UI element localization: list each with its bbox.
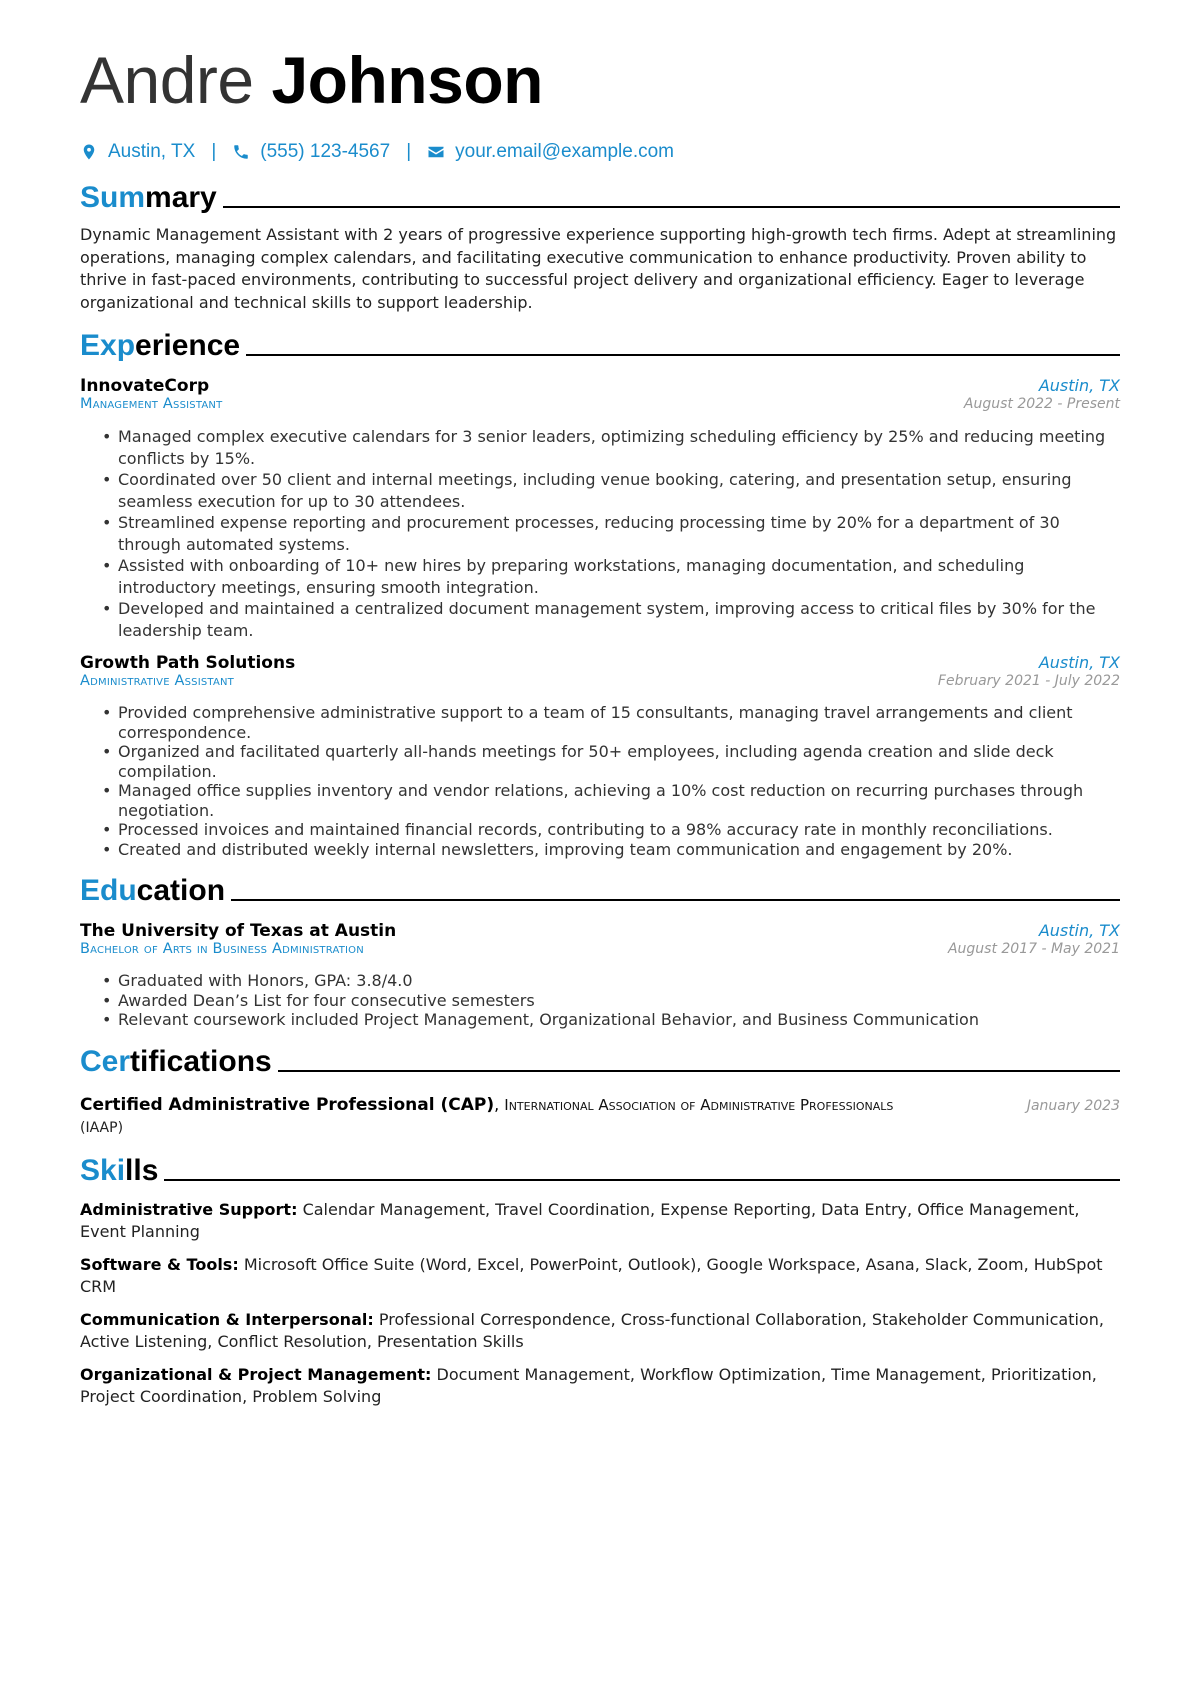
- job-entry: [80, 653, 1120, 859]
- list-item: • Processed invoices and maintained financial records, contributing to a 98% accuracy rate in monthly reconciliations.: [118, 820, 1120, 840]
- skills-section: [80, 1149, 1120, 1409]
- section-title: Experience: [80, 329, 241, 362]
- skill-line: [80, 1254, 1120, 1299]
- education-section: [80, 869, 1120, 1030]
- job-dates: August 2022 - Present: [963, 396, 1120, 412]
- job-entry: [80, 376, 1120, 641]
- list-item: • Managed office supplies inventory and vendor relations, achieving a 10% cost reduction on recurring purchases through negotiation.: [118, 781, 1120, 820]
- job-title: Administrative Assistant: [80, 673, 234, 689]
- experience-section: [80, 324, 1120, 859]
- section-header: [80, 1149, 1120, 1189]
- list-item: • Coordinated over 50 client and internal meetings, including venue booking, catering, and presentation setup, ensuring seamless execution for up to 30 attendees.: [118, 469, 1120, 512]
- job-location: Austin, TX: [1038, 653, 1120, 672]
- last-name: Johnson: [271, 43, 543, 117]
- phone-text[interactable]: (555) 123-4567: [260, 141, 391, 162]
- skill-line: [80, 1199, 1120, 1244]
- school-name: The University of Texas at Austin: [80, 921, 397, 941]
- degree: Bachelor of Arts in Business Administration: [80, 941, 364, 957]
- first-name: Andre: [80, 43, 254, 117]
- skill-text: Professional Correspondence, Cross-functional Collaboration, Stakeholder Communication, Active Listening, Conflict Resolution, Presentation Skills: [80, 1309, 1104, 1351]
- resume-page: [80, 40, 1120, 1409]
- section-header: [80, 176, 1120, 216]
- summary-section: [80, 176, 1120, 314]
- certifications-section: [80, 1040, 1120, 1139]
- list-item: • Relevant coursework included Project Management, Organizational Behavior, and Business Communication: [118, 1010, 1120, 1030]
- contact-separator: |: [406, 141, 412, 162]
- job-bullets: [80, 703, 1120, 859]
- section-rule: [246, 354, 1120, 356]
- summary-text: Dynamic Management Assistant with 2 years of progressive experience supporting high-growth tech firms. Adept at streamlining operations, managing complex calendars, and facilitating executive communication to enhance productivity. Proven ability to thrive in fast-paced environments, contributing to successful project delivery and organizational efficiency. Eager to leverage organizational and technical skills to support leadership.: [80, 225, 1117, 312]
- list-item: • Graduated with Honors, GPA: 3.8/4.0: [118, 971, 1120, 991]
- education-entry: [80, 921, 1120, 1030]
- list-item: • Awarded Dean’s List for four consecutive semesters: [118, 991, 1120, 1011]
- job-dates: February 2021 - July 2022: [937, 673, 1120, 689]
- location-text: Austin, TX: [108, 141, 196, 162]
- section-rule: [231, 899, 1120, 901]
- certification-entry: [80, 1094, 1120, 1139]
- section-title: Skills: [80, 1153, 159, 1187]
- skill-line: [80, 1364, 1120, 1409]
- envelope-icon: [427, 143, 445, 161]
- job-location: Austin, TX: [1038, 376, 1120, 395]
- contact-separator: |: [211, 141, 217, 162]
- certification-abbr: (IAAP): [80, 1119, 124, 1136]
- certification-org: International Association of Administrative Professionals: [504, 1095, 894, 1114]
- phone-icon: [232, 143, 250, 161]
- company-name: Growth Path Solutions: [80, 653, 296, 673]
- skill-text: Calendar Management, Travel Coordination, Expense Reporting, Data Entry, Office Management, Event Planning: [80, 1199, 1080, 1241]
- company-name: InnovateCorp: [80, 376, 210, 396]
- list-item: • Organized and facilitated quarterly all-hands meetings for 50+ employees, including agenda creation and slide deck compilation.: [118, 742, 1120, 781]
- skill-label: Administrative Support:: [80, 1199, 298, 1219]
- skill-label: Communication & Interpersonal:: [80, 1309, 374, 1329]
- skill-label: Software & Tools:: [80, 1254, 239, 1274]
- education-bullets: [80, 971, 1120, 1030]
- section-header: [80, 324, 1120, 364]
- skill-text: Microsoft Office Suite (Word, Excel, PowerPoint, Outlook), Google Workspace, Asana, Slack, Zoom, HubSpot CRM: [80, 1254, 1103, 1296]
- list-item: • Developed and maintained a centralized document management system, improving access to critical files by 30% for the leadership team.: [118, 598, 1120, 641]
- certification-comma: ,: [494, 1094, 500, 1114]
- section-rule: [223, 206, 1120, 208]
- list-item: • Assisted with onboarding of 10+ new hires by preparing workstations, managing documentation, and scheduling introductory meetings, ensuring smooth integration.: [118, 555, 1120, 598]
- list-item: • Provided comprehensive administrative support to a team of 15 consultants, managing travel arrangements and client correspondence.: [118, 703, 1120, 742]
- certification-name: Certified Administrative Professional (CAP): [80, 1094, 495, 1115]
- section-rule: [164, 1179, 1120, 1181]
- education-dates: August 2017 - May 2021: [947, 941, 1120, 957]
- contact-phone[interactable]: [232, 141, 390, 163]
- section-header: [80, 869, 1120, 909]
- skill-label: Organizational & Project Management:: [80, 1364, 432, 1384]
- school-location: Austin, TX: [1038, 921, 1120, 940]
- certification-date: January 2023: [1026, 1097, 1120, 1114]
- section-title: Education: [80, 874, 226, 907]
- contact-bar: [80, 138, 1120, 166]
- skill-text: Document Management, Workflow Optimization, Time Management, Prioritization, Project Coordination, Problem Solving: [80, 1364, 1097, 1406]
- contact-location: [80, 141, 195, 163]
- section-rule: [278, 1070, 1120, 1072]
- job-bullets: [80, 426, 1120, 641]
- email-link[interactable]: your.email@example.com: [455, 141, 674, 162]
- list-item: • Created and distributed weekly internal newsletters, improving team communication and engagement by 20%.: [118, 840, 1120, 860]
- contact-email[interactable]: [427, 141, 674, 163]
- job-title: Management Assistant: [80, 396, 223, 412]
- section-title: Summary: [80, 181, 217, 214]
- list-item: • Streamlined expense reporting and procurement processes, reducing processing time by 20% for a department of 30 through automated systems.: [118, 512, 1120, 555]
- section-title: Certifications: [80, 1044, 272, 1078]
- section-header: [80, 1040, 1120, 1080]
- list-item: • Managed complex executive calendars for 3 senior leaders, optimizing scheduling efficiency by 25% and reducing meeting conflicts by 15%.: [118, 426, 1120, 469]
- map-pin-icon: [80, 143, 98, 161]
- candidate-name: [80, 40, 1120, 120]
- skill-line: [80, 1309, 1120, 1354]
